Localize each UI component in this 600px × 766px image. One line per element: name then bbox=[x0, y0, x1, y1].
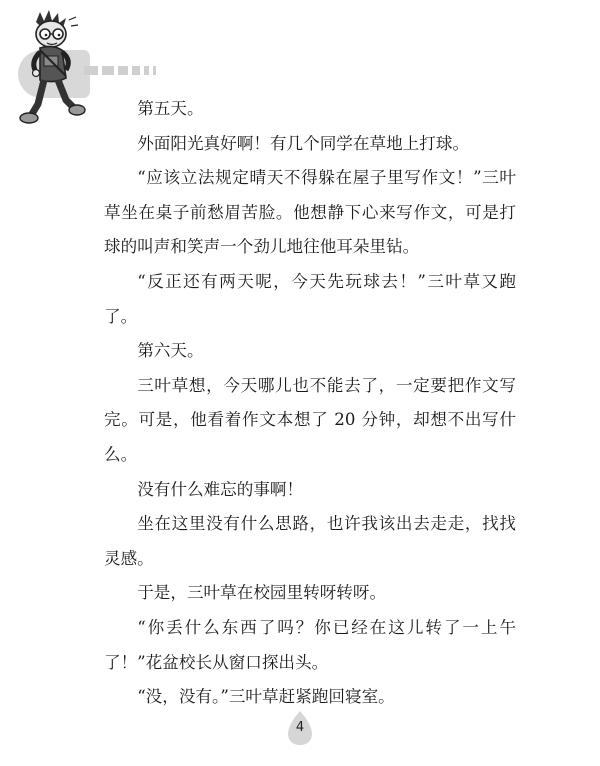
header-dash bbox=[132, 66, 140, 75]
paragraph: “应该立法规定晴天不得躲在屋子里写作文！”三叶草坐在桌子前愁眉苦脸。他想静下心来写作文，可是打球的叫声和笑声一个劲儿地往他耳朵里钻。 bbox=[104, 168, 516, 257]
paragraph: 第五天。 bbox=[137, 99, 204, 118]
paragraph: “反正还有两天呢，今天先玩球去！”三叶草又跑了。 bbox=[104, 271, 516, 326]
page-number: 4 bbox=[295, 720, 305, 735]
paragraph: 三叶草想，今天哪儿也不能去了，一定要把作文写完。可是，他看着作文本想了 20 分钟，却想不出写什么。 bbox=[104, 375, 516, 464]
header-dash bbox=[144, 66, 149, 75]
paragraph: 外面阳光真好啊！有几个同学在草地上打球。 bbox=[137, 133, 470, 153]
running-boy-cartoon-icon bbox=[14, 8, 94, 132]
body-text bbox=[104, 92, 516, 715]
header-dash bbox=[102, 66, 114, 75]
paragraph: 第六天。 bbox=[137, 341, 204, 361]
header-dash bbox=[153, 66, 156, 75]
paragraph: 坐在这里没有什么思路，也许我该出去走走，找找灵感。 bbox=[104, 514, 516, 568]
header-dash bbox=[118, 66, 128, 75]
paragraph: 于是，三叶草在校园里转呀转呀。 bbox=[137, 583, 387, 603]
paragraph: “你丢什么东西了吗？你已经在这儿转了一上午了！”花盆校长从窗口探出头。 bbox=[104, 617, 516, 672]
paragraph: “没，没有。”三叶草赶紧跑回寝室。 bbox=[137, 687, 395, 707]
page-number-badge bbox=[286, 710, 314, 746]
paragraph: 没有什么难忘的事啊！ bbox=[137, 479, 304, 499]
